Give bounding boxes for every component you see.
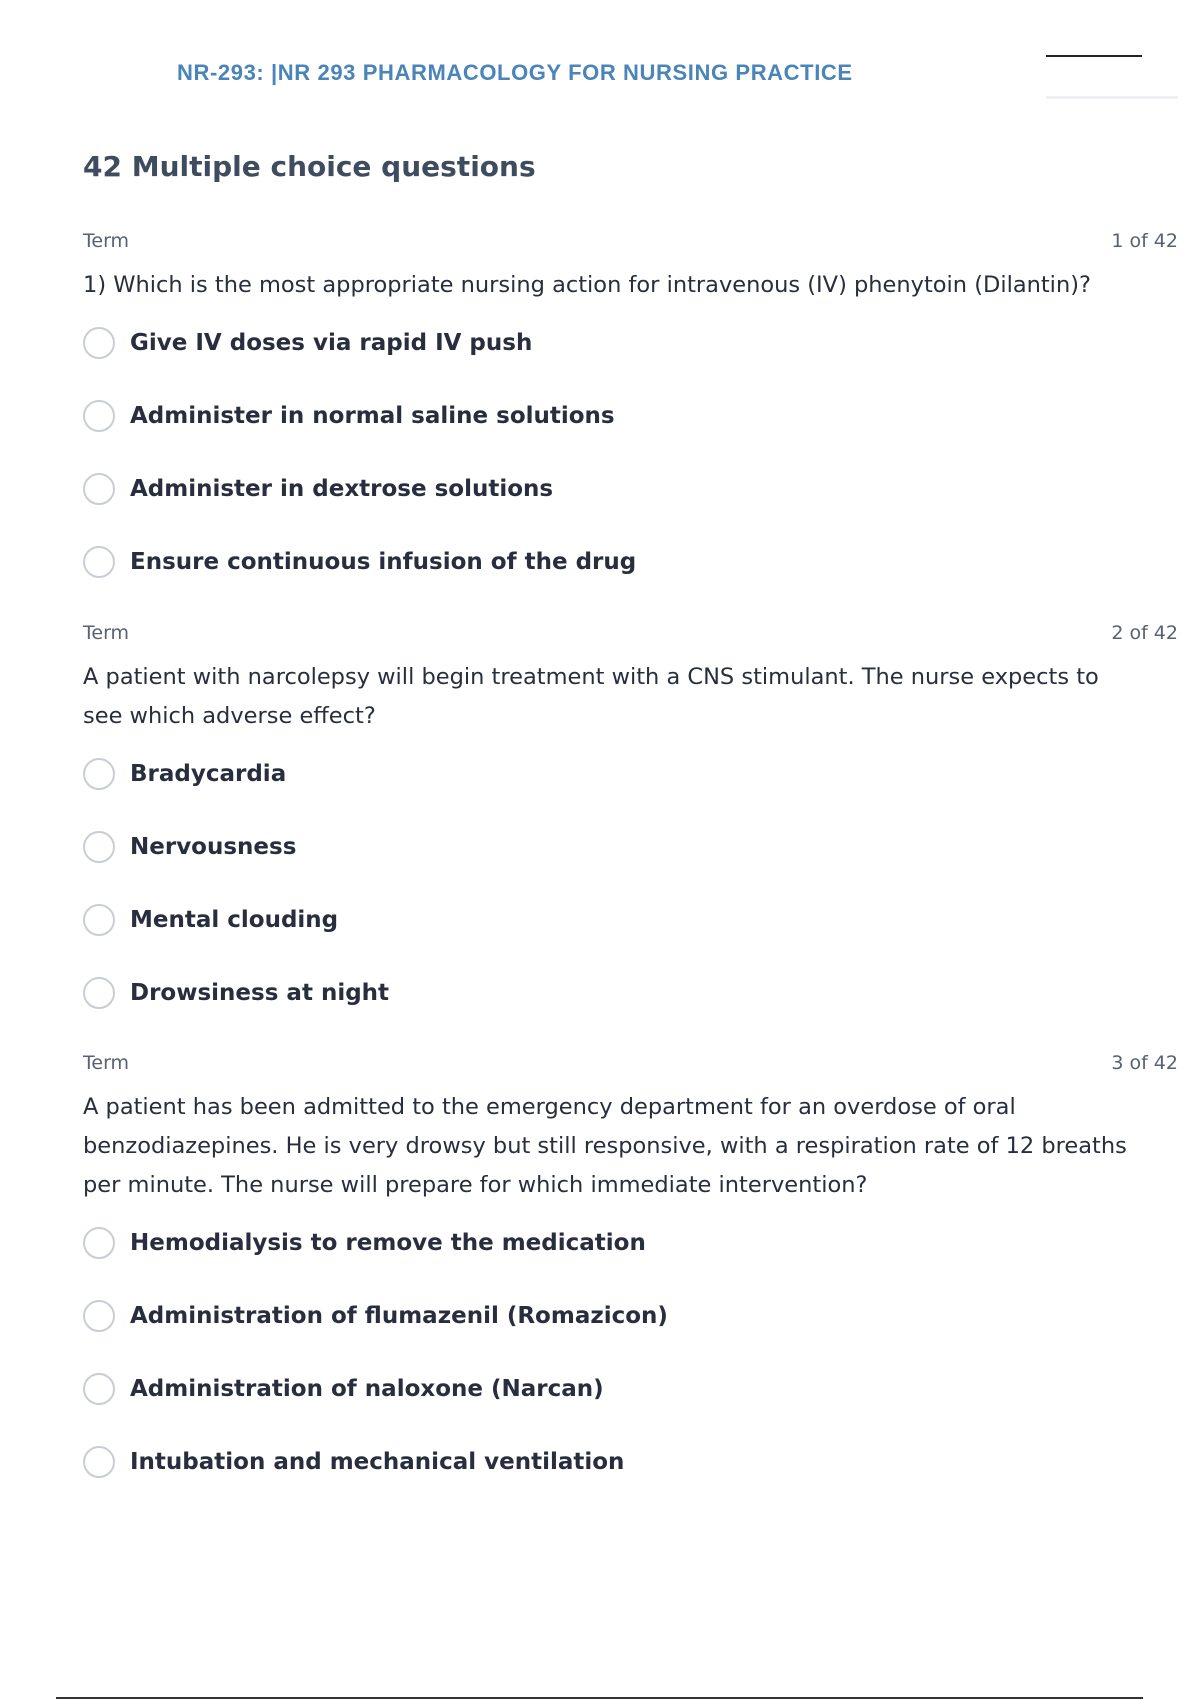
option-label: Hemodialysis to remove the medication xyxy=(130,1230,646,1256)
term-label: Term xyxy=(83,622,130,644)
answer-option[interactable] xyxy=(83,324,1178,362)
answer-option[interactable] xyxy=(83,974,1178,1012)
option-label: Mental clouding xyxy=(130,907,339,933)
footer-rule xyxy=(56,1697,1143,1699)
radio-button-icon[interactable] xyxy=(83,1300,115,1332)
radio-button-icon[interactable] xyxy=(83,1446,115,1478)
question-card-2 xyxy=(83,622,1178,1012)
term-label: Term xyxy=(83,1052,130,1074)
header-rule-bottom xyxy=(1046,96,1178,99)
answer-option[interactable] xyxy=(83,828,1178,866)
options-list xyxy=(83,755,1178,1012)
radio-button-icon[interactable] xyxy=(83,977,115,1009)
radio-button-icon[interactable] xyxy=(83,1227,115,1259)
question-text: A patient with narcolepsy will begin treatment with a CNS stimulant. The nurse expects to see which adverse effect? xyxy=(83,664,1099,729)
radio-button-icon[interactable] xyxy=(83,327,115,359)
section-title: 42 Multiple choice questions xyxy=(83,150,536,183)
answer-option[interactable] xyxy=(83,1297,1178,1335)
option-label: Give IV doses via rapid IV push xyxy=(130,330,533,356)
radio-button-icon[interactable] xyxy=(83,904,115,936)
option-label: Administration of naloxone (Narcan) xyxy=(130,1376,604,1402)
radio-button-icon[interactable] xyxy=(83,400,115,432)
answer-option[interactable] xyxy=(83,755,1178,793)
radio-button-icon[interactable] xyxy=(83,546,115,578)
answer-option[interactable] xyxy=(83,901,1178,939)
radio-button-icon[interactable] xyxy=(83,831,115,863)
answer-option[interactable] xyxy=(83,1370,1178,1408)
question-counter: 2 of 42 xyxy=(1111,622,1178,644)
answer-option[interactable] xyxy=(83,397,1178,435)
radio-button-icon[interactable] xyxy=(83,758,115,790)
option-label: Intubation and mechanical ventilation xyxy=(130,1449,625,1475)
header-rule-top xyxy=(1046,55,1142,57)
document-header: NR-293: |NR 293 PHARMACOLOGY FOR NURSING PRACTICE xyxy=(177,60,853,85)
answer-option[interactable] xyxy=(83,543,1178,581)
answer-option[interactable] xyxy=(83,1443,1178,1481)
option-label: Bradycardia xyxy=(130,761,287,787)
question-counter: 1 of 42 xyxy=(1111,230,1178,252)
question-text: 1) Which is the most appropriate nursing action for intravenous (IV) phenytoin (Dilantin)? xyxy=(83,272,1091,298)
option-label: Administration of flumazenil (Romazicon) xyxy=(130,1303,668,1329)
option-label: Administer in dextrose solutions xyxy=(130,476,554,502)
answer-option[interactable] xyxy=(83,1224,1178,1262)
option-label: Ensure continuous infusion of the drug xyxy=(130,549,637,575)
answer-option[interactable] xyxy=(83,470,1178,508)
options-list xyxy=(83,1224,1178,1481)
option-label: Nervousness xyxy=(130,834,297,860)
radio-button-icon[interactable] xyxy=(83,1373,115,1405)
question-card-1 xyxy=(83,230,1178,581)
term-label: Term xyxy=(83,230,130,252)
option-label: Administer in normal saline solutions xyxy=(130,403,615,429)
radio-button-icon[interactable] xyxy=(83,473,115,505)
question-text: A patient has been admitted to the emergency department for an overdose of oral benzodiazepines. He is very drowsy but still responsive, with a respiration rate of 12 breaths per minute. The nurse will prepare for which immediate intervention? xyxy=(83,1094,1127,1198)
question-counter: 3 of 42 xyxy=(1111,1052,1178,1074)
option-label: Drowsiness at night xyxy=(130,980,390,1006)
question-card-3 xyxy=(83,1052,1178,1481)
options-list xyxy=(83,324,1178,581)
